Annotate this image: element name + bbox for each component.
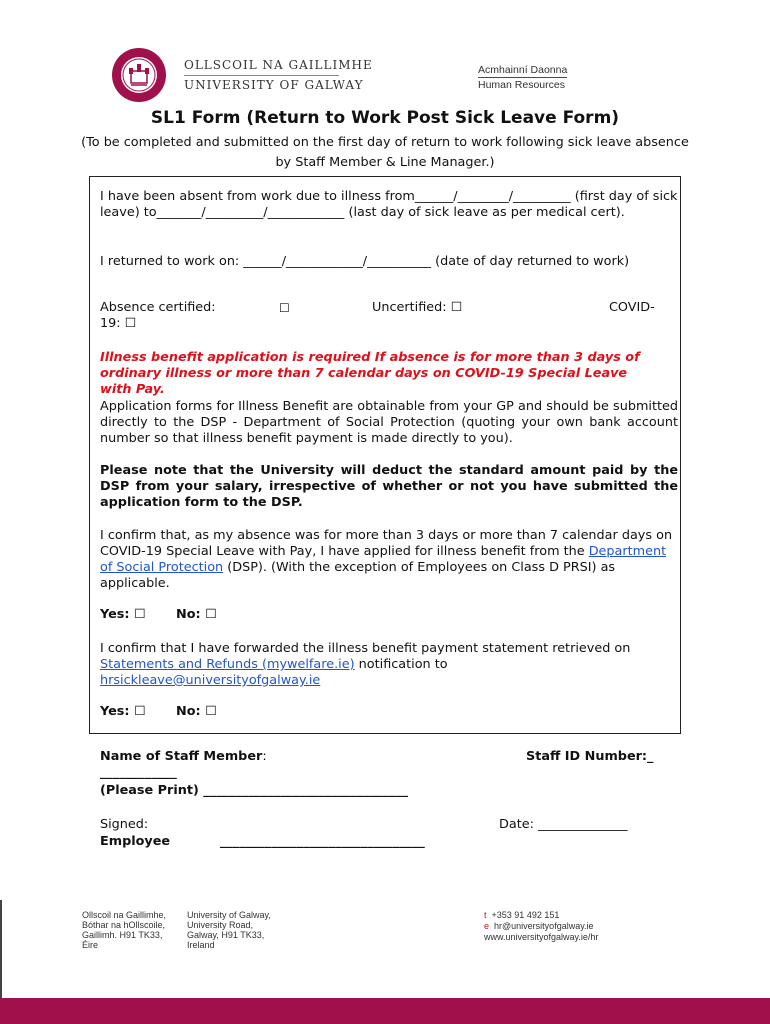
uncertified-checkbox[interactable]: Uncertified: ☐ bbox=[372, 300, 463, 315]
footer-address-irish-1: Ollscoil na Gaillimhe, bbox=[82, 910, 167, 920]
staff-name-colon: : bbox=[262, 749, 267, 764]
mywelfare-link[interactable]: Statements and Refunds (mywelfare.ie) bbox=[100, 657, 355, 672]
staff-name-label bbox=[100, 749, 267, 765]
absence-dates-text: I have been absent from work due to illness from______/________/_________ (first day of sick leave) to_______/_________/____________ (last day of sick leave as per medical cert). bbox=[100, 189, 678, 220]
yes-checkbox-2[interactable]: Yes: ☐ bbox=[100, 704, 146, 719]
email-label: e bbox=[484, 921, 490, 931]
footer-address-english-3: Galway, H91 TK33, bbox=[187, 930, 265, 940]
confirm-applied-text bbox=[100, 528, 678, 592]
university-name-irish: OLLSCOIL NA GAILLIMHE bbox=[184, 58, 373, 72]
footer-email bbox=[484, 921, 594, 931]
deduction-note: Please note that the University will deduct the standard amount paid by the DSP from your salary, irrespective of whether or not you have submitted the application form to the DSP. bbox=[100, 463, 678, 510]
signed-label: Signed: bbox=[100, 817, 149, 832]
phone-label: t bbox=[484, 910, 487, 920]
covid-label: COVID- bbox=[609, 300, 655, 315]
illness-benefit-warning: Illness benefit application is required If absence is for more than 3 days of ordinary illness or more than 7 calendar days on COVID-19 Special Leave with Pay. bbox=[100, 350, 640, 397]
staff-id-field[interactable]: Staff ID Number:_ bbox=[526, 749, 654, 764]
department-name-irish: Acmhainní Daonna bbox=[478, 64, 568, 76]
form-subtitle: (To be completed and submitted on the first day of return to work following sick leave absence by Staff Member & Line Manager.) bbox=[81, 135, 689, 170]
footer-address-english-4: Ireland bbox=[187, 940, 215, 950]
no-checkbox-2[interactable]: No: ☐ bbox=[176, 704, 217, 719]
please-print-field[interactable]: (Please Print) ________________________________ bbox=[100, 783, 409, 798]
date-field[interactable]: Date: ______________ bbox=[499, 817, 628, 832]
no-checkbox-1[interactable]: No: ☐ bbox=[176, 607, 217, 622]
confirm-forwarded-text bbox=[100, 641, 678, 689]
footer-address-irish-3: Gaillimh. H91 TK33, bbox=[82, 930, 163, 940]
yes-checkbox-1[interactable]: Yes: ☐ bbox=[100, 607, 146, 622]
staff-name-line[interactable]: ____________ bbox=[100, 765, 177, 780]
footer-address-irish-4: Éire bbox=[82, 940, 99, 950]
confirm-forwarded-text-a: I confirm that I have forwarded the illness benefit payment statement retrieved on bbox=[100, 641, 631, 656]
hr-sickleave-email-link[interactable]: hrsickleave@universityofgalway.ie bbox=[100, 673, 321, 688]
application-forms-text: Application forms for Illness Benefit are obtainable from your GP and should be submitted directly to the DSP - Department of Social Protection (quoting your own bank account number so that illness benefit payment is made directly to you). bbox=[100, 399, 678, 446]
footer-divider bbox=[0, 900, 2, 998]
dsp-link[interactable]: Department of Social Protection bbox=[100, 544, 667, 575]
footer-address-irish-2: Bóthar na hOllscoile, bbox=[82, 920, 166, 930]
return-date-text: I returned to work on: ______/____________/__________ (date of day returned to work) bbox=[100, 254, 630, 269]
confirm-forwarded-text-b: notification to bbox=[354, 657, 448, 672]
confirm-applied-text-a: I confirm that, as my absence was for more than 3 days or more than 7 calendar days on COVID-19 Special Leave with Pay, I have applied for illness benefit from the bbox=[100, 528, 673, 559]
staff-name-label-text: Name of Staff Member bbox=[100, 749, 263, 764]
footer-website[interactable]: www.universityofgalway.ie/hr bbox=[484, 932, 599, 942]
covid-checkbox[interactable]: 19: ☐ bbox=[100, 316, 137, 331]
department-name-english: Human Resources bbox=[478, 79, 565, 91]
confirm-applied-text-b: (DSP). (With the exception of Employees on Class D PRSI) as applicable. bbox=[100, 560, 616, 591]
employee-signature-line[interactable]: ________________________________ bbox=[220, 834, 425, 849]
footer-address-english-1: University of Galway, bbox=[187, 910, 271, 920]
footer-email-address[interactable]: hr@universityofgalway.ie bbox=[494, 921, 594, 931]
phone-number: +353 91 492 151 bbox=[491, 910, 560, 920]
university-seal-logo bbox=[111, 47, 167, 103]
footer-brand-bar bbox=[0, 998, 770, 1024]
logo-divider bbox=[184, 75, 339, 76]
university-name-english: UNIVERSITY OF GALWAY bbox=[184, 78, 364, 92]
footer-phone bbox=[484, 910, 559, 920]
certified-checkbox[interactable]: ☐ bbox=[279, 301, 290, 315]
certified-label: Absence certified: bbox=[100, 300, 216, 315]
employee-label: Employee bbox=[100, 834, 171, 849]
form-title: SL1 Form (Return to Work Post Sick Leave Form) bbox=[150, 108, 620, 128]
footer-address-english-2: University Road, bbox=[187, 920, 254, 930]
